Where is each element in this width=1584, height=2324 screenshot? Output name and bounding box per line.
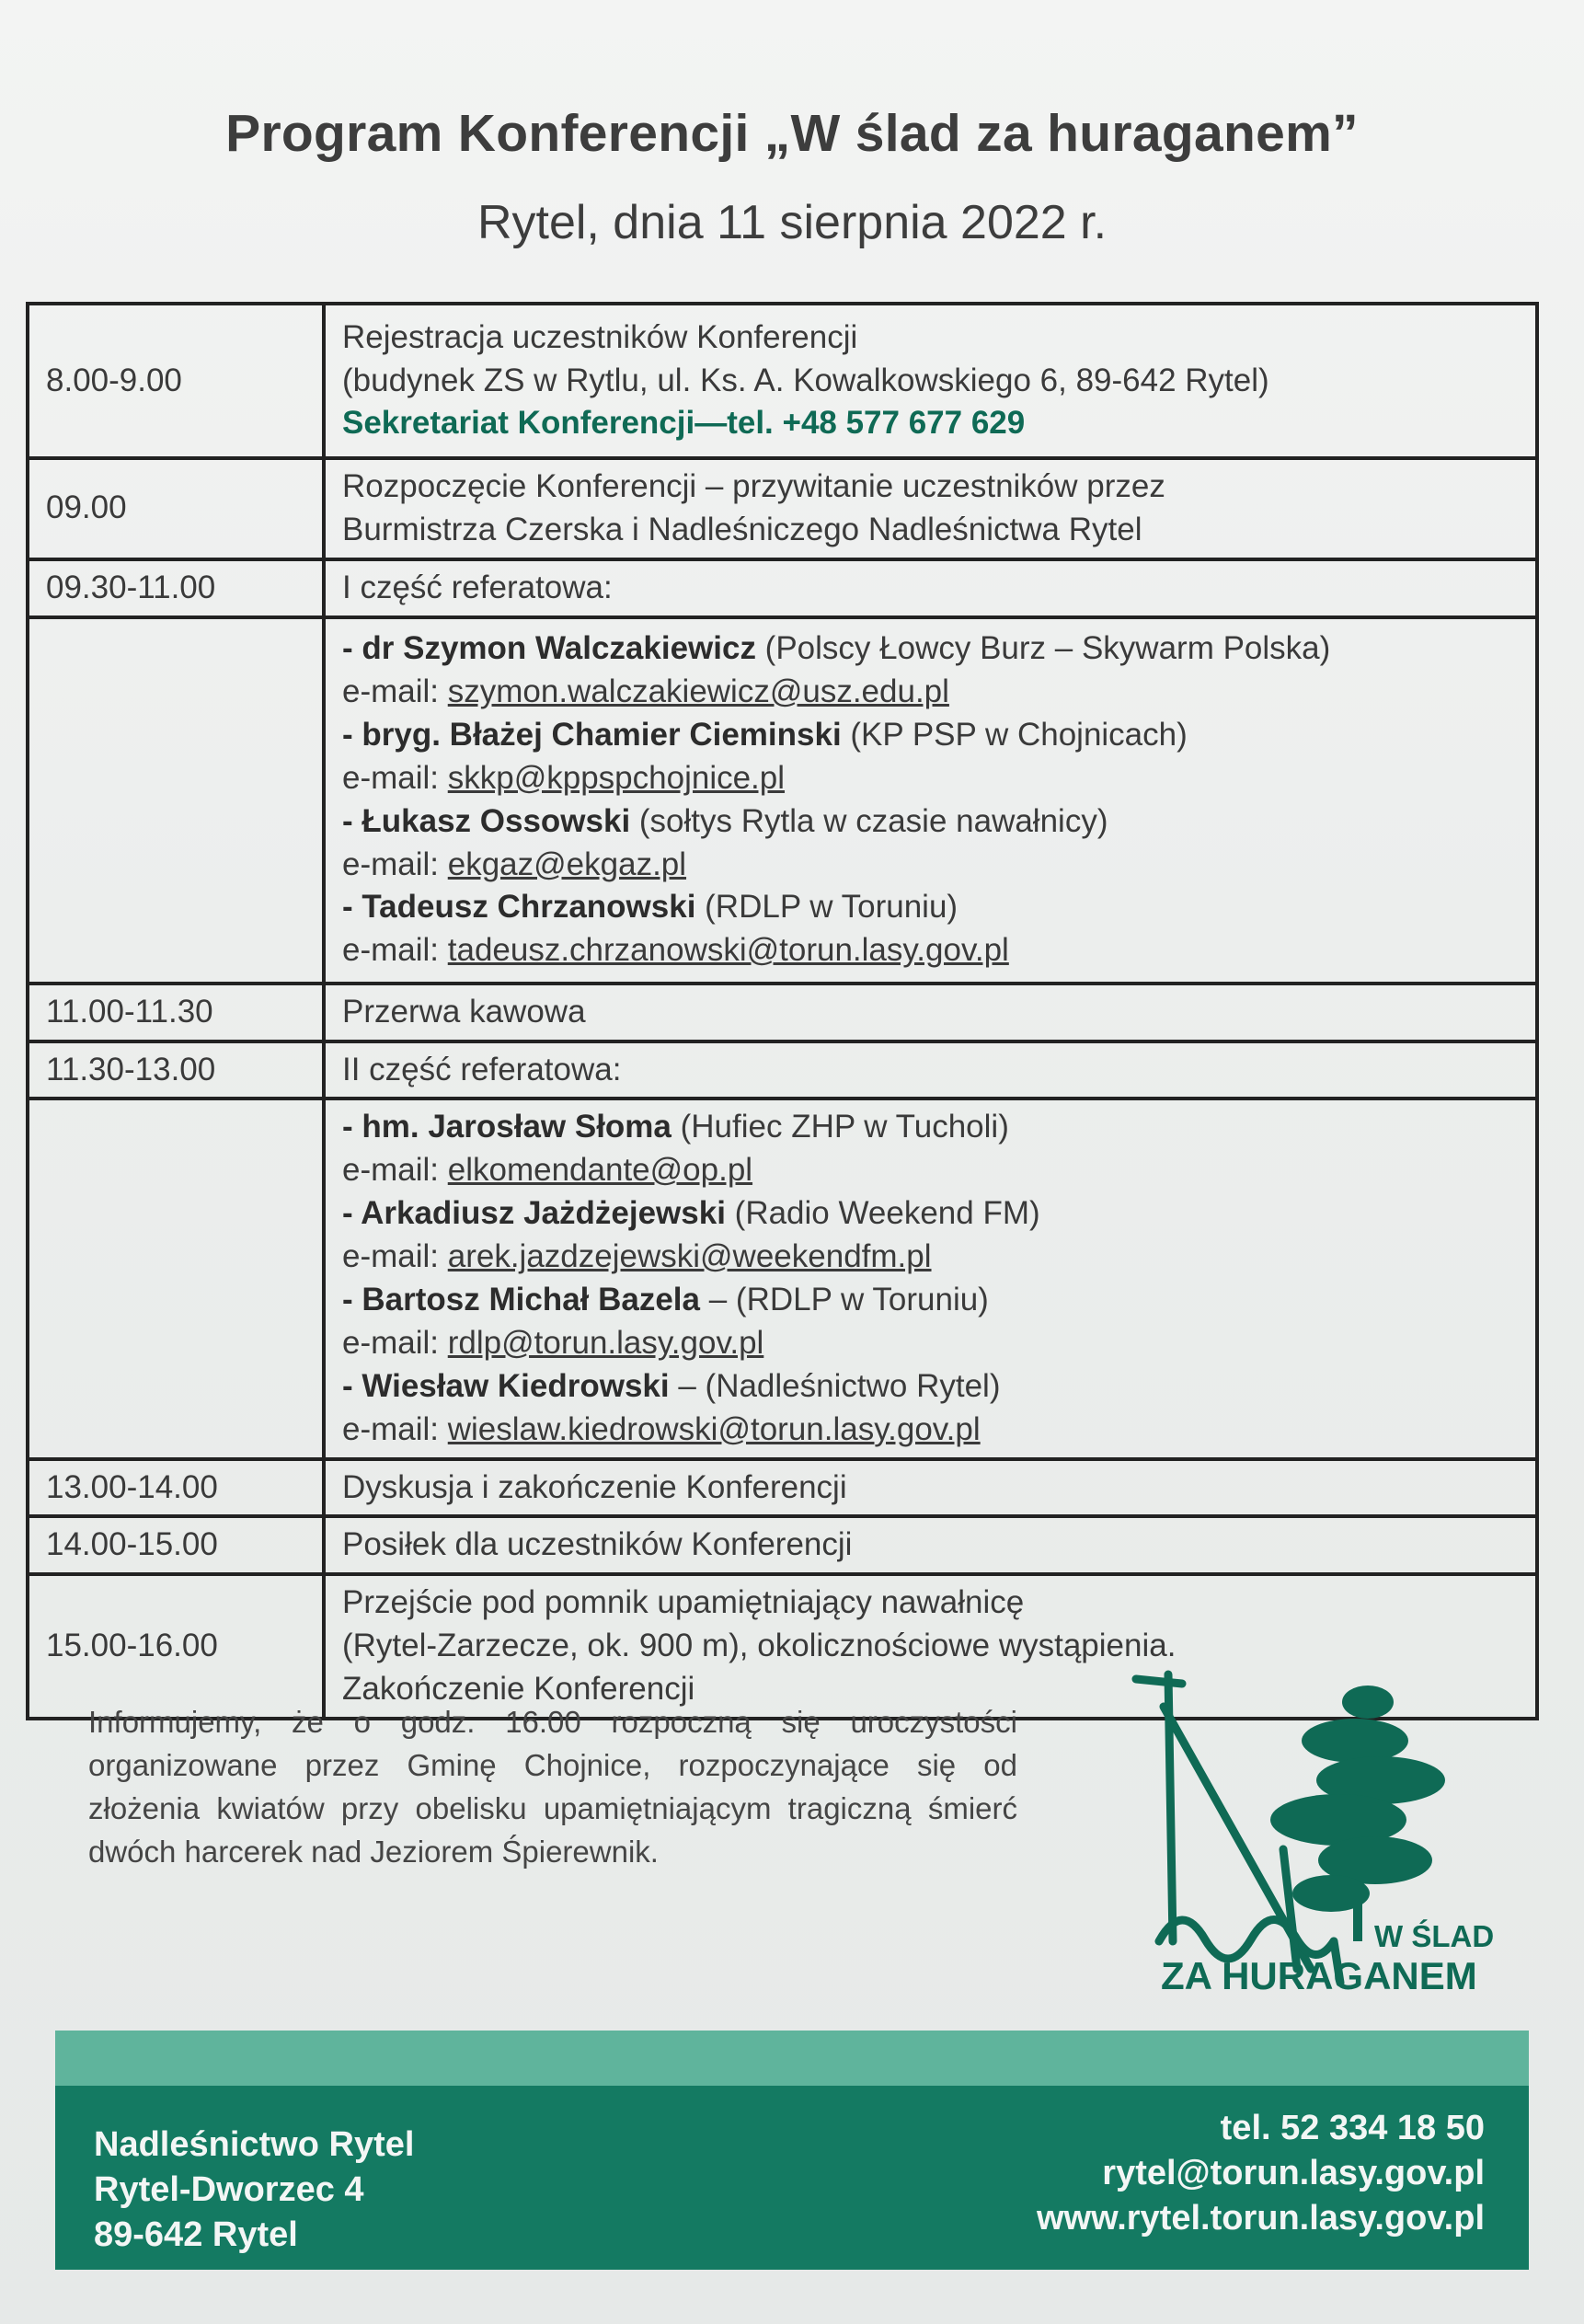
email-link[interactable]: rdlp@torun.lasy.gov.pl: [447, 1324, 764, 1361]
footer-contact: [1037, 2106, 1485, 2241]
email-link[interactable]: skkp@kppspchojnice.pl: [447, 759, 786, 796]
speaker-name: - hm. Jarosław Słoma: [342, 1109, 671, 1145]
speaker-affiliation: (Polscy Łowcy Burz – Skywarm Polska): [755, 630, 1331, 667]
table-row: [28, 1041, 1537, 1099]
footer-phone: tel. 52 334 18 50: [1220, 2109, 1485, 2147]
desc-line: Rejestracja uczestników Konferencji: [342, 318, 858, 355]
speaker-email-line: [342, 1322, 1519, 1365]
speaker-name: - Łukasz Ossowski: [342, 802, 631, 839]
speaker-email-line: [342, 1409, 1519, 1452]
info-paragraph: Informujemy, że o godz. 16.00 rozpoczną się uroczystości organizowane przez Gminę Chojnice, rozpoczynające się od złożenia kwiatów przy obelisku upamiętniającym tragiczną śmierć dwóch harcerek nad Jeziorem Śpierewnik.: [88, 1705, 1017, 1869]
speaker-affiliation: (sołtys Rytla w czasie nawałnicy): [630, 802, 1108, 839]
speaker-line: [342, 1192, 1519, 1236]
desc-cell: [324, 304, 1537, 458]
speaker-affiliation: (KP PSP w Chojnicach): [841, 716, 1188, 753]
speaker-line: [342, 714, 1519, 757]
email-link[interactable]: szymon.walczakiewicz@usz.edu.pl: [447, 673, 949, 709]
footer: [55, 2086, 1529, 2270]
desc-line: Zakończenie Konferencji: [342, 1671, 695, 1708]
logo-text-line1: W ŚLAD: [1374, 1919, 1495, 1953]
speaker-email-line: [342, 844, 1519, 887]
table-row: [28, 617, 1537, 984]
schedule-table: [26, 302, 1539, 1720]
desc-line: Przejście pod pomnik upamiętniający nawałnicę: [342, 1584, 1025, 1621]
time-cell: 14.00-15.00: [28, 1516, 324, 1574]
speaker-name: - dr Szymon Walczakiewicz: [342, 630, 756, 667]
speaker-affiliation: – (Nadleśnictwo Rytel): [669, 1367, 1001, 1404]
speaker-line: [342, 886, 1519, 929]
time-cell: 11.00-11.30: [28, 984, 324, 1041]
email-link[interactable]: tadeusz.chrzanowski@torun.lasy.gov.pl: [447, 932, 1009, 969]
speaker-name: - bryg. Błażej Chamier Cieminski: [342, 716, 842, 753]
speaker-affiliation: (RDLP w Toruniu): [695, 889, 958, 926]
page-title: Program Konferencji „W ślad za huraganem”: [225, 104, 1359, 163]
desc-line: (Rytel-Zarzecze, ok. 900 m), okolicznościowe wystąpienia.: [342, 1628, 1177, 1664]
email-link[interactable]: elkomendante@op.pl: [447, 1152, 753, 1189]
desc-line: Burmistrza Czerska i Nadleśniczego Nadleśnictwa Rytel: [342, 511, 1142, 547]
table-row: [28, 1459, 1537, 1517]
email-link[interactable]: wieslaw.kiedrowski@torun.lasy.gov.pl: [447, 1410, 981, 1447]
logo-text-line2: ZA HURAGANEM: [1161, 1954, 1477, 1997]
speaker-email-line: [342, 757, 1519, 800]
email-label: e-mail:: [342, 1238, 448, 1275]
speaker-name: - Arkadiusz Jażdżejewski: [342, 1195, 726, 1232]
desc-line: Rozpoczęcie Konferencji – przywitanie uczestników przez: [342, 468, 1165, 504]
email-link[interactable]: arek.jazdzejewski@weekendfm.pl: [447, 1238, 932, 1275]
footer-website-link[interactable]: www.rytel.torun.lasy.gov.pl: [1036, 2199, 1485, 2238]
speaker-email-line: [342, 1149, 1519, 1192]
email-label: e-mail:: [342, 846, 448, 882]
speakers-cell: [324, 617, 1537, 984]
speaker-name: - Wiesław Kiedrowski: [342, 1367, 670, 1404]
page-subtitle: Rytel, dnia 11 sierpnia 2022 r.: [476, 196, 1108, 249]
speaker-name: - Tadeusz Chrzanowski: [342, 889, 696, 926]
footer-city: 89-642 Rytel: [94, 2215, 298, 2254]
email-label: e-mail:: [342, 1324, 448, 1361]
speaker-name: - Bartosz Michał Bazela: [342, 1282, 700, 1318]
footer-address: [94, 2123, 414, 2258]
speaker-affiliation: – (RDLP w Toruniu): [700, 1282, 989, 1318]
footer-accent-band: [55, 2031, 1529, 2086]
speaker-line: [342, 1279, 1519, 1322]
speaker-line: [342, 1106, 1519, 1149]
speakers-cell: [324, 1099, 1537, 1458]
speaker-affiliation: (Hufiec ZHP w Tucholi): [671, 1109, 1009, 1145]
speaker-line: [342, 800, 1519, 844]
table-row: [28, 1516, 1537, 1574]
footer-street: Rytel-Dworzec 4: [94, 2170, 364, 2209]
desc-line: (budynek ZS w Rytlu, ul. Ks. A. Kowalkowskiego 6, 89-642 Rytel): [342, 362, 1269, 398]
email-link[interactable]: ekgaz@ekgaz.pl: [447, 846, 687, 882]
time-cell: 13.00-14.00: [28, 1459, 324, 1517]
email-label: e-mail:: [342, 1410, 448, 1447]
speaker-affiliation: (Radio Weekend FM): [725, 1195, 1040, 1232]
footer-org: Nadleśnictwo Rytel: [94, 2125, 415, 2164]
speaker-email-line: [342, 929, 1519, 972]
speaker-email-line: [342, 671, 1519, 714]
email-label: e-mail:: [342, 1152, 448, 1189]
table-row: [28, 1099, 1537, 1458]
section-heading: II część referatowa:: [324, 1041, 1537, 1099]
secretariat-phone: Sekretariat Konferencji—tel. +48 577 677 629: [342, 405, 1026, 442]
speaker-line: [342, 627, 1519, 671]
time-cell: 11.30-13.00: [28, 1041, 324, 1099]
time-cell: 09.00: [28, 458, 324, 559]
empty-time-cell: [28, 1099, 324, 1458]
speaker-line: [342, 1365, 1519, 1409]
time-cell: 8.00-9.00: [28, 304, 324, 458]
time-cell: 09.30-11.00: [28, 559, 324, 617]
time-cell: 15.00-16.00: [28, 1574, 324, 1719]
table-row: [28, 559, 1537, 617]
table-row: [28, 984, 1537, 1041]
table-row: [28, 304, 1537, 458]
desc-cell: Dyskusja i zakończenie Konferencji: [324, 1459, 1537, 1517]
desc-cell: Posiłek dla uczestników Konferencji: [324, 1516, 1537, 1574]
section-heading: I część referatowa:: [324, 559, 1537, 617]
desc-cell: Przerwa kawowa: [324, 984, 1537, 1041]
table-row: [28, 458, 1537, 559]
email-label: e-mail:: [342, 759, 448, 796]
empty-time-cell: [28, 617, 324, 984]
speaker-email-line: [342, 1236, 1519, 1279]
desc-cell: [324, 458, 1537, 559]
footer-email-link[interactable]: rytel@torun.lasy.gov.pl: [1102, 2154, 1485, 2192]
email-label: e-mail:: [342, 673, 448, 709]
email-label: e-mail:: [342, 932, 448, 969]
